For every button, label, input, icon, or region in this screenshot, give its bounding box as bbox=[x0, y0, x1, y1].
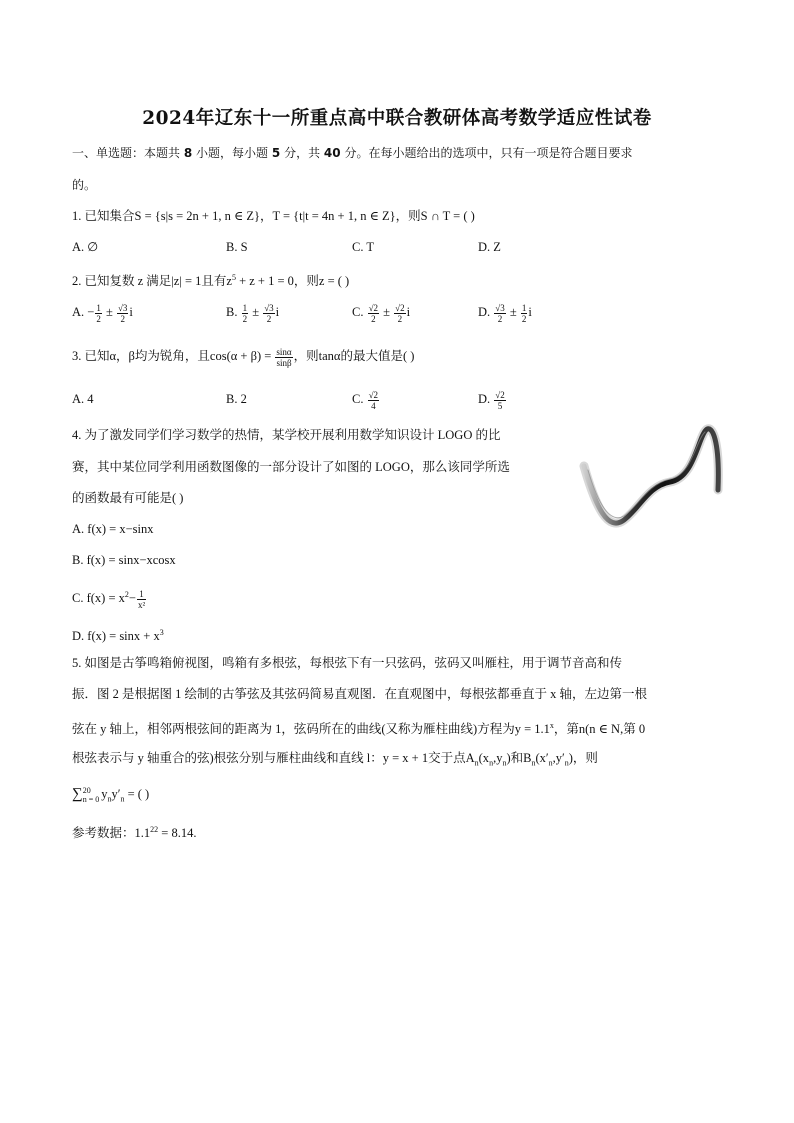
q4c-a: C. f(x) = x bbox=[72, 591, 125, 606]
q3c-label: C. bbox=[352, 392, 367, 406]
question-2-stem bbox=[72, 268, 349, 291]
reference-data bbox=[72, 820, 196, 843]
q2-stem-b: + z + 1 = 0，则z = ( ) bbox=[235, 274, 350, 289]
q2d-frac2 bbox=[521, 303, 528, 324]
sum-tail: = ( ) bbox=[124, 787, 150, 801]
q2b-label: B. bbox=[226, 305, 241, 319]
q2a-unit: i bbox=[129, 305, 133, 319]
q3-stem-b: ，则tanα的最大值是( ) bbox=[293, 349, 415, 363]
q3c-n: √2 bbox=[368, 389, 379, 400]
q2a-d2: 2 bbox=[120, 313, 125, 324]
sum-sub1: n bbox=[107, 794, 112, 804]
q2d-n1: √3 bbox=[495, 302, 505, 313]
q2b-d2: 2 bbox=[266, 313, 272, 324]
q4c-d: x² bbox=[137, 599, 146, 610]
section-mid1: 小题，每小题 bbox=[196, 146, 269, 160]
section-suffix-line2: 的。 bbox=[72, 178, 97, 192]
q3d-d: 5 bbox=[497, 400, 503, 411]
question-5-line2: 振．图 2 是根据图 1 绘制的古筝弦及其弦码简易直观图．在直观图中，每根弦都垂直于 x 轴，左边第一根 bbox=[72, 687, 648, 701]
q4c-n: 1 bbox=[137, 589, 146, 600]
sum-body-y: y bbox=[101, 787, 108, 801]
q5-line3-b: ，第n(n ∈ N,第 0 bbox=[553, 722, 646, 737]
q4c-minus: − bbox=[128, 591, 136, 606]
q5-sub4: n bbox=[531, 758, 536, 768]
q4d-a: D. f(x) = sinx + x bbox=[72, 629, 160, 644]
q4-option-a: A. f(x) = x−sinx bbox=[72, 522, 154, 536]
q4c-sup: 2 bbox=[124, 590, 129, 599]
q5-line4-f: ,y′ bbox=[552, 751, 565, 765]
q5-sub5: n bbox=[548, 758, 553, 768]
q2-option-d bbox=[478, 302, 532, 324]
q3-option-b: B. 2 bbox=[226, 392, 247, 406]
q2c-d2: 2 bbox=[397, 313, 403, 324]
q3c-frac bbox=[368, 390, 379, 411]
q2b-n1: 1 bbox=[242, 302, 248, 313]
q3c-d: 4 bbox=[371, 400, 376, 411]
section-header bbox=[72, 143, 632, 163]
sum-bounds bbox=[83, 786, 100, 804]
question-5-line1: 5. 如图是古筝鸣箱俯视图，鸣箱有多根弦，每根弦下有一只弦码，弦码又叫雁柱，用于调节音高和传 bbox=[72, 656, 623, 670]
q5-line4-a: 根弦表示与 y 轴重合的弦)根弦分别与雁柱曲线和直线 l：y = x + 1交于点A bbox=[72, 751, 475, 765]
q3-option-c bbox=[352, 389, 380, 411]
q3-frac-n: sinα bbox=[276, 346, 292, 357]
q2-option-c bbox=[352, 302, 410, 324]
q5-sub1: n bbox=[474, 758, 479, 768]
section-total: 40 bbox=[323, 146, 341, 160]
ref-b: = 8.14. bbox=[158, 826, 197, 841]
question-3-stem bbox=[72, 346, 414, 368]
question-5-sum bbox=[72, 784, 149, 810]
q5-sub6: n bbox=[564, 758, 569, 768]
q4-option-b: B. f(x) = sinx−xcosx bbox=[72, 553, 176, 567]
q5-line3-sup: x bbox=[549, 721, 554, 730]
section-points: 5 bbox=[271, 146, 281, 160]
q5-line4-d: )和B bbox=[506, 751, 532, 765]
q2c-unit: i bbox=[406, 305, 411, 319]
q4-option-d bbox=[72, 623, 164, 646]
q3-stem-frac bbox=[275, 347, 292, 368]
q5-line4-e: (x′ bbox=[535, 751, 549, 765]
q2a-label: A. bbox=[72, 305, 88, 319]
q4-option-c bbox=[72, 585, 147, 610]
q2a-frac2 bbox=[117, 303, 128, 324]
q2a-pm: ± bbox=[102, 305, 116, 319]
q2b-n2: √3 bbox=[264, 302, 274, 313]
q3d-frac bbox=[494, 390, 505, 411]
logo-function-graph-figure bbox=[578, 420, 728, 544]
sum-bottom: n = 0 bbox=[82, 795, 100, 805]
question-4-line2: 赛，其中某位同学利用函数图像的一部分设计了如图的 LOGO，那么该同学所选 bbox=[72, 460, 510, 474]
q2d-n2: 1 bbox=[521, 302, 527, 313]
q3d-n: √2 bbox=[495, 389, 505, 400]
exam-title: 2024年辽东十一所重点高中联合教研体高考数学适应性试卷 bbox=[142, 108, 652, 129]
sigma-symbol: ∑ bbox=[72, 786, 83, 802]
q2b-pm: ± bbox=[249, 305, 263, 319]
q2a-n1: 1 bbox=[96, 302, 101, 313]
q1-option-d: D. Z bbox=[478, 240, 501, 254]
q2c-n1: √2 bbox=[368, 302, 379, 313]
q2a-n2: √3 bbox=[117, 302, 128, 313]
q2c-pm: ± bbox=[380, 305, 394, 319]
q2a-sign: − bbox=[87, 305, 95, 319]
question-4-line1: 4. 为了激发同学们学习数学的热情，某学校开展利用数学知识设计 LOGO 的比 bbox=[72, 428, 501, 442]
q5-sub2: n bbox=[489, 758, 494, 768]
q2a-frac1 bbox=[95, 303, 102, 324]
q2d-unit: i bbox=[528, 305, 532, 319]
q2b-frac2 bbox=[263, 303, 274, 324]
q1-option-b: B. S bbox=[226, 240, 248, 254]
q2a-d1: 2 bbox=[96, 313, 101, 324]
q2-option-a bbox=[72, 302, 133, 324]
q4c-frac bbox=[137, 589, 146, 610]
q5-line4-c: ,y bbox=[493, 751, 503, 765]
question-5-line3 bbox=[72, 716, 645, 739]
q2c-frac2 bbox=[394, 303, 405, 324]
q3-frac-d: sinβ bbox=[276, 357, 292, 368]
ref-a: 参考数据：1.1 bbox=[72, 826, 151, 841]
q2d-d1: 2 bbox=[497, 313, 503, 324]
q2c-n2: √2 bbox=[395, 302, 405, 313]
q2d-pm: ± bbox=[506, 305, 520, 319]
q4d-sup: 3 bbox=[159, 628, 164, 637]
q1-option-c: C. T bbox=[352, 240, 374, 254]
q5-line3-a: 弦在 y 轴上，相邻两根弦间的距离为 1，弦码所在的曲线(又称为雁柱曲线)方程为y = 1.1 bbox=[72, 722, 550, 737]
q2-stem-sup: 5 bbox=[231, 273, 236, 282]
section-suffix: 分。在每小题给出的选项中，只有一项是符合题目要求 bbox=[344, 146, 633, 160]
q2d-d2: 2 bbox=[521, 313, 527, 324]
q5-line4-g: )，则 bbox=[568, 751, 598, 765]
ref-sup: 22 bbox=[150, 825, 159, 834]
q3-option-d bbox=[478, 389, 507, 411]
q2-stem-a: 2. 已知复数 z 满足|z| = 1且有z bbox=[72, 274, 232, 289]
q5-sub3: n bbox=[502, 758, 507, 768]
q2c-label: C. bbox=[352, 305, 367, 319]
sum-top: 20 bbox=[82, 786, 91, 796]
question-4-line3: 的函数最有可能是( ) bbox=[72, 491, 184, 505]
q2d-frac1 bbox=[494, 303, 505, 324]
q1-option-a: A. ∅ bbox=[72, 240, 99, 254]
q3-stem-a: 3. 已知α，β均为锐角，且cos(α + β) = bbox=[72, 349, 275, 363]
section-count: 8 bbox=[183, 146, 193, 160]
question-5-line4 bbox=[72, 748, 598, 774]
question-1-stem: 1. 已知集合S = {s|s = 2n + 1, n ∈ Z}，T = {t|t = 4n + 1, n ∈ Z}，则S ∩ T = ( ) bbox=[72, 209, 475, 223]
q2c-frac1 bbox=[368, 303, 379, 324]
q2c-d1: 2 bbox=[371, 313, 376, 324]
section-prefix: 一、单选题：本题共 bbox=[72, 146, 181, 160]
q2b-d1: 2 bbox=[242, 313, 248, 324]
q3-option-a: A. 4 bbox=[72, 392, 94, 406]
q2d-label: D. bbox=[478, 305, 494, 319]
q2b-frac1 bbox=[242, 303, 249, 324]
q2b-unit: i bbox=[275, 305, 280, 319]
q2-option-b bbox=[226, 302, 279, 324]
q3d-label: D. bbox=[478, 392, 494, 406]
q5-line4-b: (x bbox=[478, 751, 490, 765]
sum-body-y2: y′ bbox=[111, 787, 121, 801]
sum-sub2: n bbox=[120, 794, 125, 804]
section-mid2: 分，共 bbox=[284, 146, 321, 160]
